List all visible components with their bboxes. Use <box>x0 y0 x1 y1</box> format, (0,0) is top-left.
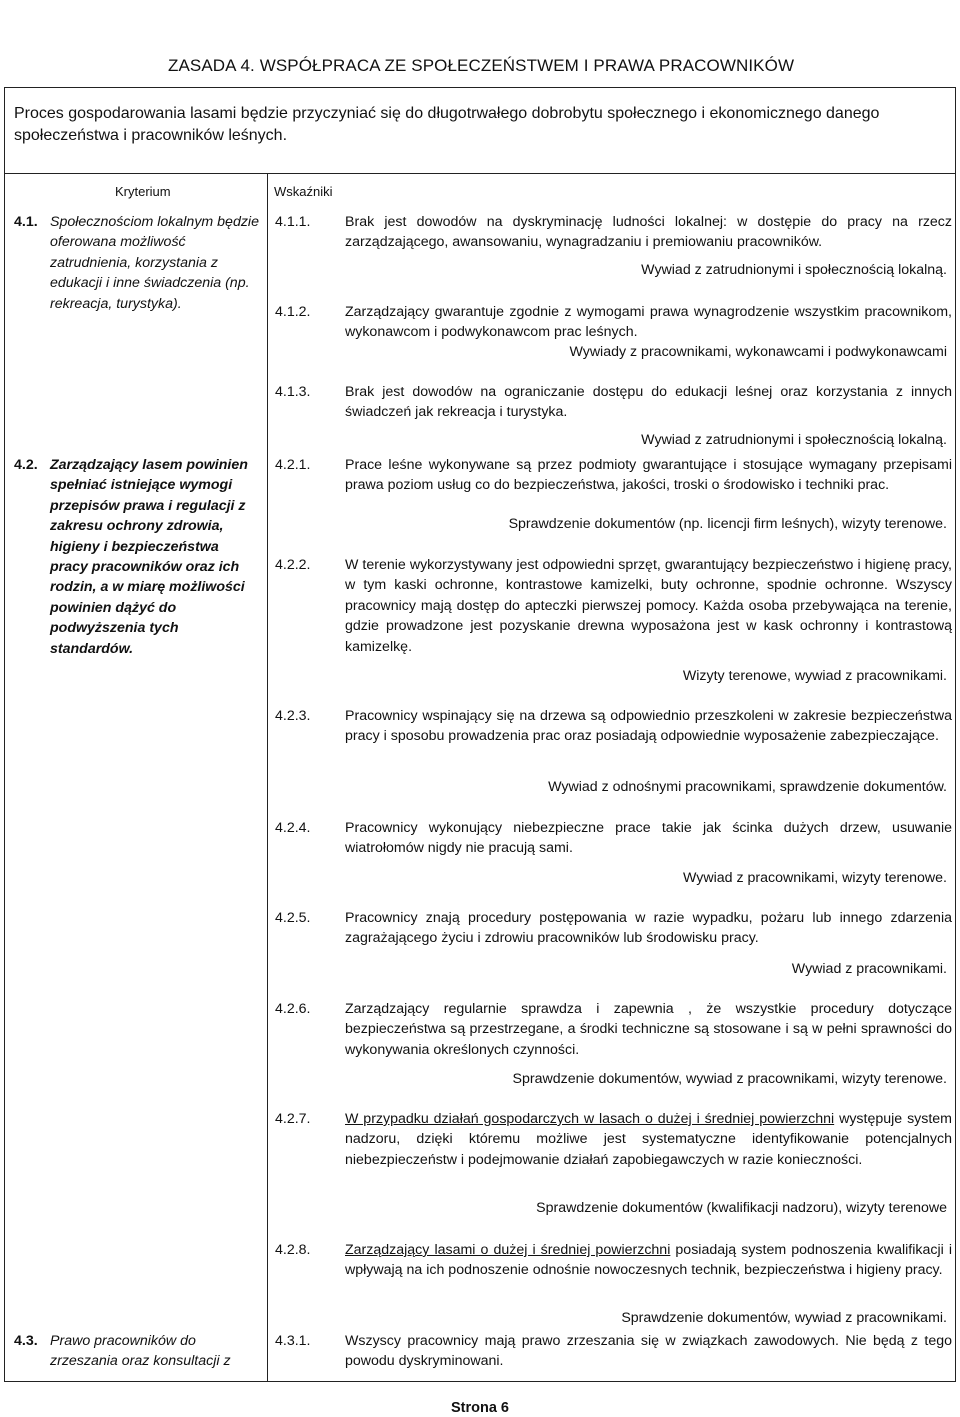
indicator-4-2-5 <box>275 908 952 949</box>
indicator-number: 4.1.2. <box>275 304 311 320</box>
criterion-number: 4.3. <box>14 1333 38 1349</box>
indicator-text: Brak jest dowodów na dyskryminację ludności lokalnej: w dostępie do pracy na rzecz zarządzającego, awansowaniu, wynagradzaniu i premiowaniu pracowników. <box>345 214 952 251</box>
indicator-text: Pracownicy znają procedury postępowania w razie wypadku, pożaru lub innego zdarzenia zagrażającego życiu i zdrowiu pracowników lub środowisku pracy. <box>345 910 952 947</box>
indicator-4-1-1 <box>275 212 952 253</box>
indicator-4-2-2 <box>275 555 952 657</box>
page-title: ZASADA 4. WSPÓŁPRACA ZE SPOŁECZEŃSTWEM I PRAWA PRACOWNIKÓW <box>168 56 795 75</box>
criterion-text: Społecznościom lokalnym będzie oferowana możliwość zatrudnienia, korzystania z edukacji i inne świadczenia (np. rekreacja, turystyka). <box>50 214 259 312</box>
indicator-4-1-2 <box>275 302 952 343</box>
indicator-text: Pracownicy wspinający się na drzewa są odpowiednio przeszkoleni w zakresie bezpieczeństwa pracy i sposobu prowadzenia prac oraz posiadają odpowiednie wyposażenie zabezpieczające. <box>345 708 952 745</box>
indicator-text: Brak jest dowodów na ograniczanie dostępu do edukacji leśnej oraz korzystania z innych świadczeń jak rekreacja i turystyka. <box>345 384 952 421</box>
column-divider <box>267 174 268 1381</box>
indicators-header: Wskaźniki <box>274 184 333 199</box>
criterion-text: Zarządzający lasem powinien spełniać istniejące wymogi przepisów prawa i regulacji z zakresu ochrony zdrowia, higieny i bezpieczeństwa pracy pracowników oraz ich rodzin, a w miarę możliwości powinien dążyć do podwyższenia tych standardów. <box>50 457 248 657</box>
indicator-number: 4.1.3. <box>275 384 311 400</box>
criterion-header: Kryterium <box>115 184 171 199</box>
indicator-text-rest: posiadają system podnoszenia kwalifikacji i wpływają na ich podnoszenie odnośnie nowoczesnych technik, bezpieczeństwa i higieny pracy. <box>345 1242 952 1279</box>
intro-box <box>4 87 956 174</box>
page-number: Strona 6 <box>450 1400 509 1416</box>
verification-method: Sprawdzenie dokumentów, wywiad z pracownikami. <box>621 1310 947 1326</box>
indicator-number: 4.2.6. <box>275 1001 311 1017</box>
indicator-4-2-1 <box>275 455 952 496</box>
indicator-text: Prace leśne wykonywane są przez podmioty gwarantujące i stosujące wymagany przepisami prawa poziom usług co do bezpieczeństwa, jakości, troski o środowisko i techniki prac. <box>345 457 952 494</box>
criterion-text: Prawo pracowników do zrzeszania oraz konsultacji z <box>50 1333 231 1370</box>
indicator-4-2-8 <box>275 1240 952 1281</box>
indicator-text <box>345 1240 952 1281</box>
indicator-4-1-3 <box>275 382 952 423</box>
indicator-number: 4.2.7. <box>275 1111 311 1127</box>
indicator-4-3-1 <box>275 1331 952 1372</box>
underlined-scope: Zarządzający lasami o dużej i średniej powierzchni <box>345 1242 671 1258</box>
indicator-number: 4.3.1. <box>275 1333 311 1349</box>
criteria-table <box>4 174 956 1382</box>
indicator-number: 4.2.3. <box>275 708 311 724</box>
intro-text: Proces gospodarowania lasami będzie przyczyniać się do długotrwałego dobrobytu społecznego i ekonomicznego danego społeczeństwa i pracowników leśnych. <box>14 105 880 144</box>
indicator-4-2-4 <box>275 818 952 859</box>
verification-method: Wywiad z odnośnymi pracownikami, sprawdzenie dokumentów. <box>548 779 947 795</box>
verification-method: Sprawdzenie dokumentów (kwalifikacji nadzoru), wizyty terenowe <box>536 1200 947 1216</box>
criterion-number: 4.1. <box>14 214 38 230</box>
indicator-4-2-3 <box>275 706 952 747</box>
indicator-text: Wszyscy pracownicy mają prawo zrzeszania się w związkach zawodowych. Nie będą z tego powodu dyskryminowani. <box>345 1333 952 1370</box>
verification-method: Wywiad z zatrudnionymi i społecznością lokalną. <box>641 432 947 448</box>
criterion-number: 4.2. <box>14 457 38 473</box>
criterion-4-3 <box>14 1331 259 1372</box>
indicator-number: 4.2.8. <box>275 1242 311 1258</box>
indicator-text <box>345 1109 952 1170</box>
indicator-number: 4.2.4. <box>275 820 311 836</box>
verification-method: Wywiad z pracownikami. <box>791 961 947 977</box>
criterion-4-2 <box>14 455 259 659</box>
indicator-number: 4.1.1. <box>275 214 311 230</box>
verification-method: Wywiad z zatrudnionymi i społecznością lokalną. <box>641 262 947 278</box>
indicator-4-2-7 <box>275 1109 952 1170</box>
indicator-text: Zarządzający regularnie sprawdza i zapewnia , że wszystkie procedury dotyczące bezpieczeństwa są przestrzegane, a środki techniczne są stosowane i są w pełni sprawności do wykonywania określonych czynności. <box>345 1001 952 1058</box>
verification-method: Sprawdzenie dokumentów (np. licencji firm leśnych), wizyty terenowe. <box>508 516 947 532</box>
indicator-text: W terenie wykorzystywany jest odpowiedni sprzęt, gwarantujący bezpieczeństwo i higienę pracy, w tym kaski ochronne, kontrastowe kamizelki, buty ochronne, spodnie ochronne. Wszyscy pracownicy mają dostęp do apteczki pierwszej pomocy. Każda osoba przebywająca na terenie, gdzie prowadzone jest pozyskanie drewna wyposażona jest w kask ochronny i kontrastową kamizelkę. <box>345 557 952 655</box>
indicator-number: 4.2.5. <box>275 910 311 926</box>
verification-method: Wizyty terenowe, wywiad z pracownikami. <box>682 668 947 684</box>
underlined-scope: W przypadku działań gospodarczych w lasach o dużej i średniej powierzchni <box>345 1111 835 1127</box>
indicator-number: 4.2.2. <box>275 557 311 573</box>
verification-method: Wywiady z pracownikami, wykonawcami i podwykonawcami <box>569 344 947 360</box>
indicator-text-rest: występuje system nadzoru, dzięki któremu możliwe jest systematyczne identyfikowanie potencjalnych niebezpieczeństw i podejmowanie działań zapobiegawczych w razie konieczności. <box>345 1111 952 1168</box>
indicator-text: Pracownicy wykonujący niebezpieczne prace takie jak ścinka dużych drzew, usuwanie wiatrołomów nigdy nie pracują sami. <box>345 820 952 857</box>
verification-method: Wywiad z pracownikami, wizyty terenowe. <box>683 870 947 886</box>
verification-method: Sprawdzenie dokumentów, wywiad z pracownikami, wizyty terenowe. <box>512 1071 947 1087</box>
indicator-number: 4.2.1. <box>275 457 311 473</box>
indicator-4-2-6 <box>275 999 952 1060</box>
criterion-4-1 <box>14 212 259 314</box>
indicator-text: Zarządzający gwarantuje zgodnie z wymogami prawa wynagrodzenie wszystkim pracownikom, wykonawcom i podwykonawcom prac leśnych. <box>345 304 952 341</box>
